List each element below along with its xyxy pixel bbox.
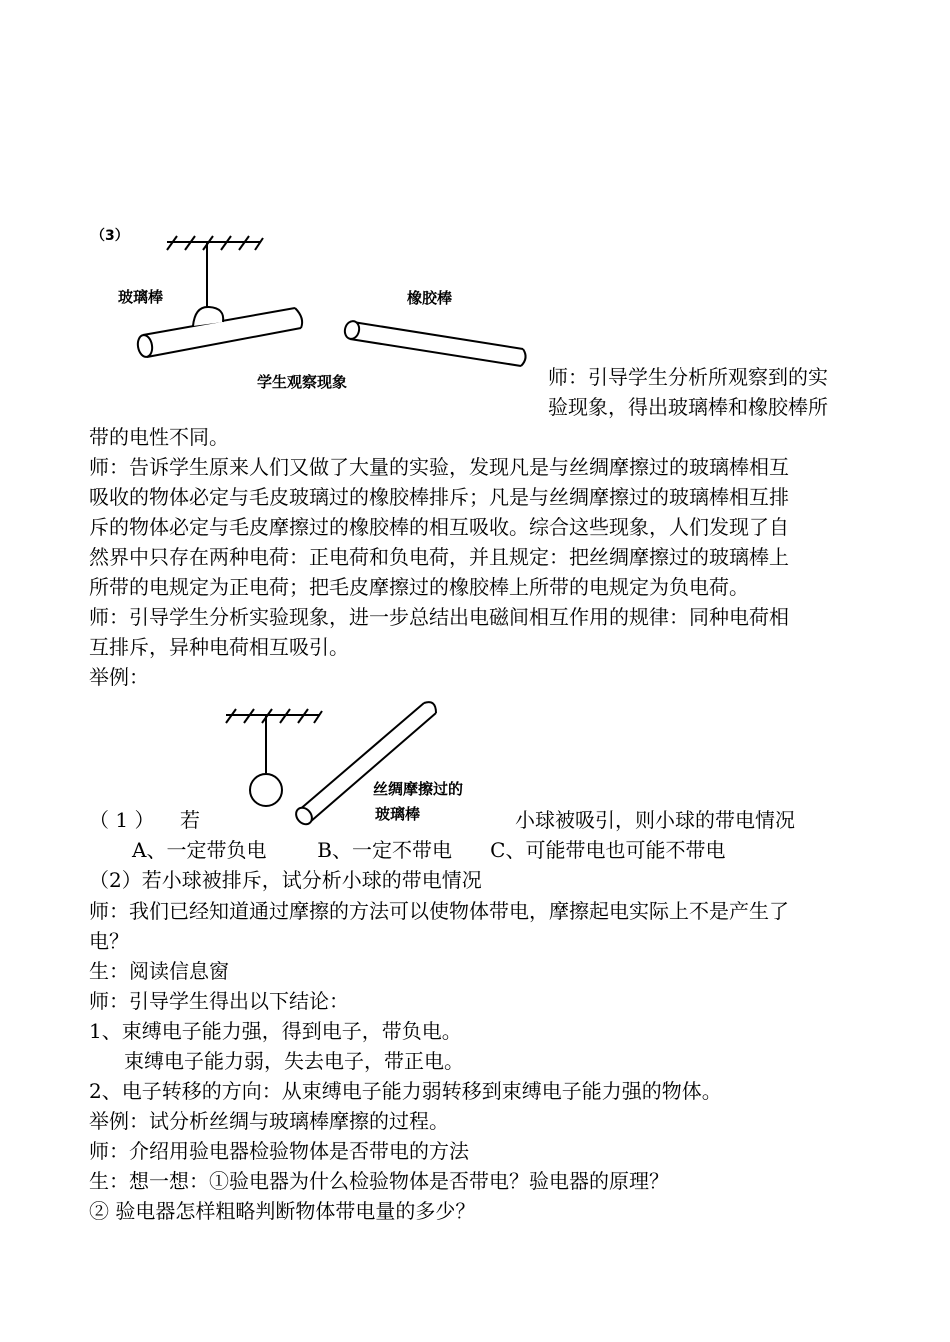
glass-rod-drawing (136, 307, 302, 358)
text-line: 师：告诉学生原来人们又做了大量的实验，发现凡是与丝绸摩擦过的玻璃棒相互 (89, 455, 789, 479)
conclusion-1-second: 束缚电子能力弱，失去电子，带正电。 (124, 1049, 464, 1073)
text-line: 电？ (89, 929, 129, 953)
teacher-analysis-line1: 师：引导学生分析所观察到的实 (548, 365, 828, 389)
rubber-rod-drawing (343, 320, 526, 366)
question-1-ruo: 若 (180, 808, 200, 832)
conclusion-1: 1、束缚电子能力强，得到电子，带负电。 (89, 1019, 462, 1043)
glass-rod-label: 玻璃棒 (118, 288, 164, 306)
figure-ball-and-glass-rod (220, 695, 500, 835)
question-1-options: A、一定带负电 B、一定不带电 C、可能带电也可能不带电 (132, 838, 726, 862)
figure-glass-rubber-rods (85, 222, 545, 402)
question-1-text: 小球被吸引，则小球的带电情况 (515, 808, 795, 832)
ceiling-support (226, 709, 322, 723)
text-line: 所带的电规定为正电荷；把毛皮摩擦过的橡胶棒上所带的电规定为负电荷。 (89, 575, 749, 599)
rod-label-line2: 玻璃棒 (375, 805, 421, 823)
ceiling-support (167, 236, 263, 250)
text-line: 师：引导学生分析实验现象，进一步总结出电磁间相互作用的规律：同种电荷相 (89, 605, 789, 629)
text-line: 生：想一想：①验电器为什么检验物体是否带电？验电器的原理？ (89, 1169, 669, 1193)
text-line: 师：引导学生得出以下结论： (89, 989, 349, 1013)
conclusion-2: 2、电子转移的方向：从束缚电子能力弱转移到束缚电子能力强的物体。 (89, 1079, 722, 1103)
text-line: 吸收的物体必定与毛皮玻璃过的橡胶棒排斥；凡是与丝绸摩擦过的玻璃棒相互排 (89, 485, 789, 509)
question-2: （2）若小球被排斥，试分析小球的带电情况 (89, 868, 482, 892)
text-line: 然界中只存在两种电荷：正电荷和负电荷，并且规定：把丝绸摩擦过的玻璃棒上 (89, 545, 789, 569)
small-ball (250, 774, 282, 806)
text-line: ② 验电器怎样粗略判断物体带电量的多少？ (89, 1199, 476, 1223)
question-1-number: （ 1 ） (89, 808, 155, 832)
text-line: 举例：试分析丝绸与玻璃棒摩擦的过程。 (89, 1109, 449, 1133)
figure-caption: 学生观察现象 (257, 373, 348, 391)
rubber-rod-label: 橡胶棒 (407, 289, 453, 307)
text-line: 带的电性不同。 (89, 425, 229, 449)
text-line: 生：阅读信息窗 (89, 959, 229, 983)
figure-number: （3） (91, 228, 129, 244)
text-line: 举例： (89, 665, 149, 689)
text-line: 师：介绍用验电器检验物体是否带电的方法 (89, 1139, 469, 1163)
teacher-analysis-line2: 验现象，得出玻璃棒和橡胶棒所 (548, 395, 828, 419)
text-line: 互排斥，异种电荷相互吸引。 (89, 635, 349, 659)
rod-label-line1: 丝绸摩擦过的 (373, 780, 464, 798)
text-line: 师：我们已经知道通过摩擦的方法可以使物体带电，摩擦起电实际上不是产生了 (89, 899, 789, 923)
text-line: 斥的物体必定与毛皮摩擦过的橡胶棒的相互吸收。综合这些现象，人们发现了自 (89, 515, 789, 539)
